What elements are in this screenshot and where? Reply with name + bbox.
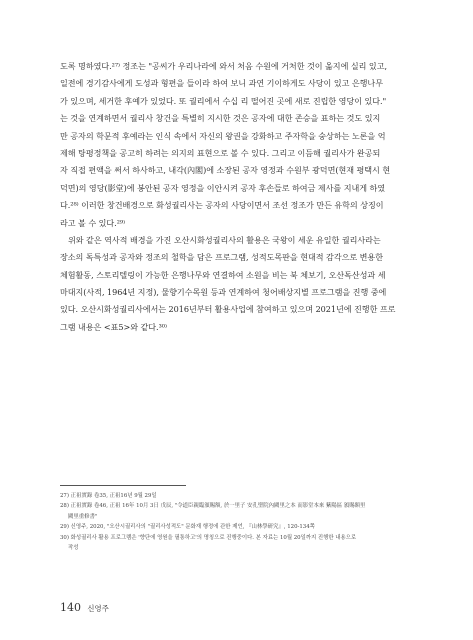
footnote-rule	[60, 485, 186, 486]
body-line: 일전에 경기감사에게 도성과 형편을 들이라 하여 보니 과연 기이하게도 사당이 있고 은행나무	[60, 78, 383, 89]
body-line: 만 공자의 학문적 후예라는 인식 속에서 자신의 왕권을 강화하고 주자학을 숭상하는 노론을 억	[60, 130, 386, 141]
body-line: 제해 탕평정책을 공고히 하려는 의지의 표현으로 볼 수 있다. 그리고 이듬해 궐리사가 완공되	[60, 147, 381, 158]
body-line: 자 직접 편액을 써서 하사하고, 내각(內閣)에 소장된 공자 영정과 수원부 광덕면(현재 평택시 현	[60, 165, 391, 176]
footnote-30-continued: 작성	[68, 544, 79, 551]
footnote-27: 27) 正祖實錄 卷35, 正祖16년 9월 29일	[60, 493, 157, 499]
body-line: 다.²⁸⁾ 이러한 창건배경으로 화성궐리사는 공자의 사당이면서 조선 정조가 만든 유학의 상징이	[60, 200, 384, 211]
body-line: 는 것을 연계하면서 궐리사 창건을 특별히 지시한 것은 공자에 대한 존승을 표하는 것도 있지	[60, 113, 381, 124]
footnotes	[60, 491, 417, 553]
body-line: 그램 내용은 <표5>와 같다.³⁰⁾	[60, 321, 167, 332]
body-line: 장소의 독특성과 공자와 정조의 철학을 담은 프로그램, 성적도목판을 현대적 감각으로 변용한	[60, 252, 383, 263]
page-number: 140	[60, 601, 81, 614]
running-author: 신영주	[87, 604, 109, 613]
body-line: 마대지(사적, 1964년 지정), 물향기수목원 등과 연계하여 청어배상지별 프로그램을 진행 중에	[60, 287, 387, 298]
body-line: 위와 같은 역사적 배경을 가진 오산시화성궐리사의 활용은 국왕이 세운 유일한 궐리사라는	[68, 234, 381, 245]
body-line: 덕면)의 영당(影堂)에 봉안된 공자 영정을 이안시켜 공자 후손들로 하여금 제사를 지내게 하였	[60, 182, 386, 193]
body-line: 도록 명하였다.²⁷⁾ 정조는 "공씨가 우리나라에 와서 처음 수원에 거처한 것이 옮지에 실리 있고,	[60, 61, 387, 71]
footnote-30: 30) 화성궐리사 활용 프로그램은 '향단에 영원을 필통하고'의 명칭으로 진행중이다. 본 자료는 10월 20일까지 진행한 내용으로	[60, 534, 357, 541]
body-line: 있다. 오산시화성궐리사에서는 2016년부터 활용사업에 참여하고 있으며 2021년에 진행한 프로	[60, 304, 396, 315]
body-line: 가 있으며, 세거한 후예가 있었다. 또 궐리에서 수십 리 떨어진 곳에 새로 진립한 영당이 있다."	[60, 95, 387, 106]
body-line: 체험활동, 스토리텔링이 가능한 은행나무와 연결하여 소원을 비는 북 체보기, 오산독산성과 세	[60, 269, 386, 280]
footnote-28: 28) 正祖實錄 卷46, 正祖 16年 10月 3日 戊辰, "令道臣親臨頒賜額, 於一里子 安孔聖院內闕里之本 而影堂本來 紫陽區 頒賜額里	[60, 503, 366, 510]
footnote-28-continued: 闕里重修書"	[68, 513, 98, 520]
page-footer	[60, 601, 109, 614]
footnote-29: 29) 신영주, 2020, "오산시궐리사의 "궐리사성적도" 문화재 행정에 관한 제언, 『山林學研究』, 120-134쪽	[60, 524, 315, 531]
body-line: 라고 볼 수 있다.²⁹⁾	[60, 217, 126, 228]
body-text	[60, 58, 417, 336]
